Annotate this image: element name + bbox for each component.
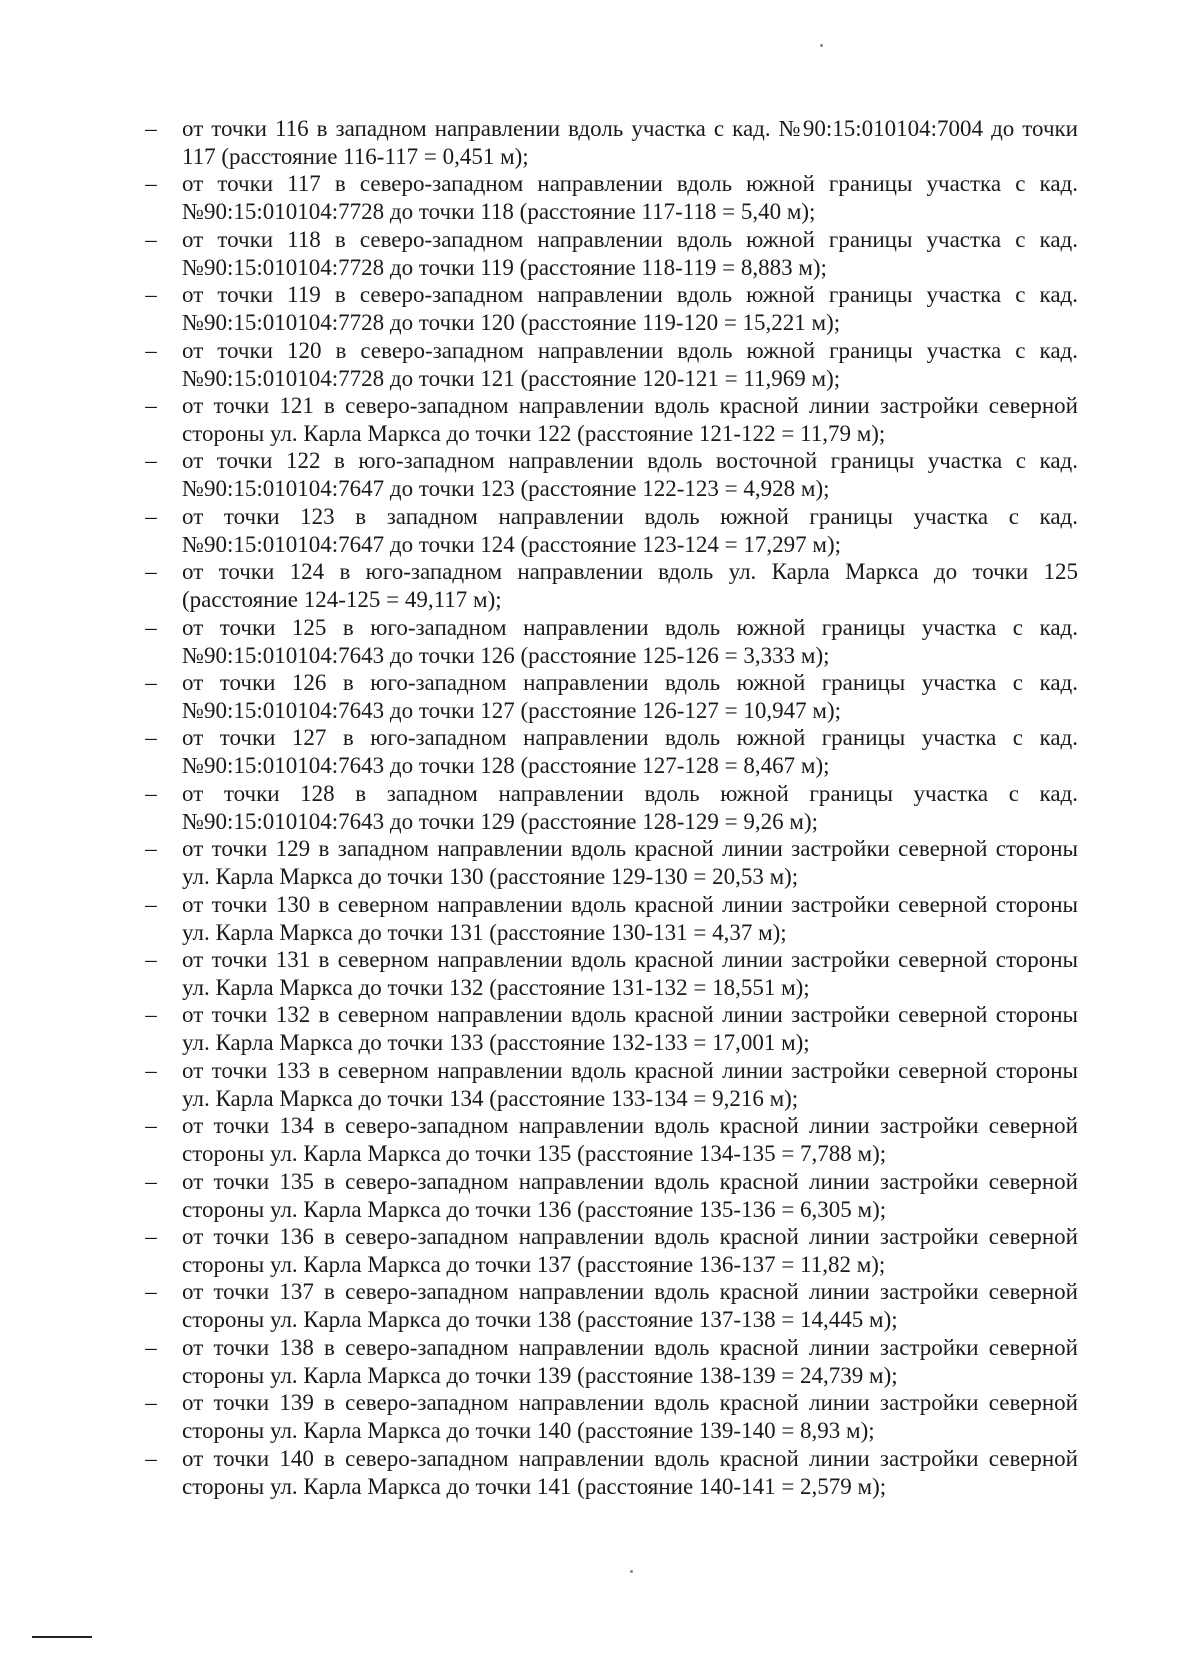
list-item-text: от точки 134 в северо-западном направлении вдоль красной линии застройки северной стороны ул. Карла Маркса до точки 135 (расстояние 134-135 = 7,788 м); — [182, 1113, 1078, 1167]
list-dash: – — [145, 1334, 157, 1360]
list-item-text: от точки 127 в юго-западном направлении вдоль южной границы участка с кад. №90:15:010104:7643 до точки 128 (расстояние 127-128 = 8,467 м); — [182, 725, 1078, 779]
list-dash: – — [145, 891, 157, 917]
list-item-text: от точки 116 в западном направлении вдоль участка с кад. №90:15:010104:7004 до точки 117 (расстояние 116-117 = 0,451 м); — [182, 116, 1078, 169]
list-dash: – — [145, 670, 157, 695]
list-dash: – — [145, 1224, 157, 1249]
list-item — [0, 1334, 1078, 1390]
list-item-text: от точки 140 в северо-западном направлении вдоль красной линии застройки северной стороны ул. Карла Маркса до точки 141 (расстояние 140-141 = 2,579 м); — [182, 1445, 1078, 1499]
list-item — [0, 115, 1078, 171]
list-item-text: от точки 118 в северо-западном направлении вдоль южной границы участка с кад. №90:15:010104:7728 до точки 119 (расстояние 118-119 = 8,883 м); — [182, 226, 1078, 280]
list-item — [0, 724, 1078, 780]
list-item-text: от точки 126 в юго-западном направлении вдоль южной границы участка с кад. №90:15:010104:7643 до точки 127 (расстояние 126-127 = 10,947 м); — [182, 670, 1078, 723]
list-item-text: от точки 120 в северо-западном направлении вдоль южной границы участка с кад. №90:15:010104:7728 до точки 121 (расстояние 120-121 = 11,969 м); — [182, 337, 1078, 391]
list-item-text: от точки 132 в северном направлении вдоль красной линии застройки северной стороны ул. Карла Маркса до точки 133 (расстояние 132-133 = 17,001 м); — [182, 1002, 1078, 1056]
list-item-text: от точки 129 в западном направлении вдоль красной линии застройки северной стороны ул. Карла Маркса до точки 130 (расстояние 129-130 = 20,53 м); — [182, 836, 1078, 890]
list-dash: – — [145, 1445, 157, 1471]
list-item — [0, 1001, 1078, 1057]
list-item — [0, 1112, 1078, 1168]
list-item — [0, 226, 1078, 282]
scan-speck — [820, 44, 823, 47]
list-item — [0, 891, 1078, 947]
list-item-text: от точки 123 в западном направлении вдоль южной границы участка с кад. №90:15:010104:7647 до точки 124 (расстояние 123-124 = 17,297 м); — [182, 503, 1078, 557]
list-dash: – — [145, 947, 157, 972]
list-item — [0, 392, 1078, 448]
list-item-text: от точки 121 в северо-западном направлении вдоль красной линии застройки северной стороны ул. Карла Маркса до точки 122 (расстояние 121-122 = 11,79 м); — [182, 393, 1078, 446]
list-item — [0, 780, 1078, 836]
list-item-text: от точки 133 в северном направлении вдоль красной линии застройки северной стороны ул. Карла Маркса до точки 134 (расстояние 133-134 = 9,216 м); — [182, 1057, 1078, 1111]
list-item-text: от точки 136 в северо-западном направлении вдоль красной линии застройки северной стороны ул. Карла Маркса до точки 137 (расстояние 136-137 = 11,82 м); — [182, 1224, 1078, 1277]
list-dash: – — [145, 226, 157, 252]
list-dash: – — [145, 780, 157, 806]
list-item — [0, 835, 1078, 891]
list-item — [0, 614, 1078, 670]
list-dash: – — [145, 282, 157, 308]
list-item — [0, 503, 1078, 559]
list-dash: – — [145, 1279, 157, 1305]
list-item-text: от точки 119 в северо-западном направлении вдоль южной границы участка с кад. №90:15:010104:7728 до точки 120 (расстояние 119-120 = 15,221 м); — [182, 282, 1078, 336]
list-item — [0, 1445, 1078, 1501]
list-item-text: от точки 137 в северо-западном направлении вдоль красной линии застройки северной стороны ул. Карла Маркса до точки 138 (расстояние 137-138 = 14,445 м); — [182, 1279, 1078, 1333]
list-item — [0, 281, 1078, 337]
list-item-text: от точки 138 в северо-западном направлении вдоль красной линии застройки северной стороны ул. Карла Маркса до точки 139 (расстояние 138-139 = 24,739 м); — [182, 1334, 1078, 1388]
list-dash: – — [145, 116, 157, 141]
list-item-text: от точки 117 в северо-западном направлении вдоль южной границы участка с кад. №90:15:010104:7728 до точки 118 (расстояние 117-118 = 5,40 м); — [182, 171, 1078, 225]
list-item-text: от точки 122 в юго-западном направлении вдоль восточной границы участка с кад. №90:15:010104:7647 до точки 123 (расстояние 122-123 = 4,928 м); — [182, 448, 1078, 502]
list-item-text: от точки 131 в северном направлении вдоль красной линии застройки северной стороны ул. Карла Маркса до точки 132 (расстояние 131-132 = 18,551 м); — [182, 947, 1078, 1000]
list-item — [0, 337, 1078, 393]
list-item-text: от точки 124 в юго-западном направлении вдоль ул. Карла Маркса до точки 125 (расстояние 124-125 = 49,117 м); — [182, 559, 1078, 613]
list-item — [0, 669, 1078, 725]
list-item — [0, 946, 1078, 1002]
list-item-text: от точки 130 в северном направлении вдоль красной линии застройки северной стороны ул. Карла Маркса до точки 131 (расстояние 130-131 = 4,37 м); — [182, 891, 1078, 945]
list-dash: – — [145, 448, 157, 474]
list-dash: – — [145, 393, 157, 418]
list-dash: – — [145, 171, 157, 197]
list-item — [0, 1389, 1078, 1445]
list-dash: – — [145, 1057, 157, 1083]
list-item — [0, 1057, 1078, 1113]
list-item-text: от точки 139 в северо-западном направлении вдоль красной линии застройки северной стороны ул. Карла Маркса до точки 140 (расстояние 139-140 = 8,93 м); — [182, 1390, 1078, 1444]
list-item — [0, 1278, 1078, 1334]
list-dash: – — [145, 1168, 157, 1194]
page-corner-line — [32, 1636, 92, 1638]
list-item — [0, 170, 1078, 226]
list-item — [0, 1223, 1078, 1279]
list-item — [0, 558, 1078, 614]
list-dash: – — [145, 614, 157, 640]
list-dash: – — [145, 337, 157, 363]
list-item-text: от точки 135 в северо-западном направлении вдоль красной линии застройки северной стороны ул. Карла Маркса до точки 136 (расстояние 135-136 = 6,305 м); — [182, 1168, 1078, 1222]
list-item — [0, 1168, 1078, 1224]
list-dash: – — [145, 725, 157, 751]
list-dash: – — [145, 1002, 157, 1028]
list-item — [0, 447, 1078, 503]
list-item-text: от точки 125 в юго-западном направлении вдоль южной границы участка с кад. №90:15:010104:7643 до точки 126 (расстояние 125-126 = 3,333 м); — [182, 614, 1078, 668]
scan-speck — [630, 1570, 633, 1573]
list-dash: – — [145, 503, 157, 529]
list-dash: – — [145, 836, 157, 862]
list-dash: – — [145, 1390, 157, 1416]
list-item-text: от точки 128 в западном направлении вдоль южной границы участка с кад. №90:15:010104:7643 до точки 129 (расстояние 128-129 = 9,26 м); — [182, 780, 1078, 834]
list-dash: – — [145, 559, 157, 585]
list-dash: – — [145, 1113, 157, 1139]
